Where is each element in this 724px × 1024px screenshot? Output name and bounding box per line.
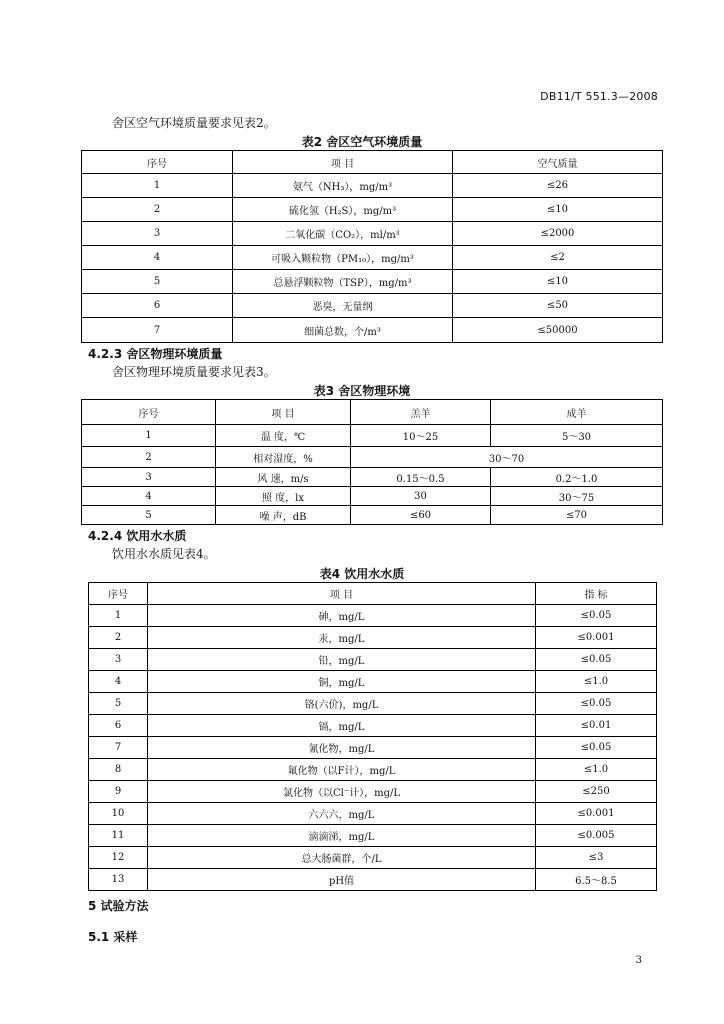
table-cell: 5～30 <box>491 425 663 447</box>
table-cell: 铜，mg/L <box>148 671 536 693</box>
table-cell: 5 <box>82 270 233 294</box>
table-cell: 汞，mg/L <box>148 627 536 649</box>
table-cell: 镉，mg/L <box>148 715 536 737</box>
table-cell: 2 <box>82 198 233 222</box>
table2-caption: 表2 舍区空气环境质量 <box>301 135 423 149</box>
section-5-heading: 5 试验方法 <box>88 899 149 913</box>
table-cell: 30 <box>351 487 491 506</box>
table-cell: 砷，mg/L <box>148 605 536 627</box>
table4-header-cell: 指 标 <box>536 583 657 605</box>
table-row <box>89 627 657 649</box>
table-row <box>82 198 663 222</box>
table-cell: 3 <box>82 468 216 487</box>
table2 <box>81 150 663 343</box>
table-cell: 氯化物（以Cl⁻计），mg/L <box>148 781 536 803</box>
section-4-2-3-heading: 4.2.3 舍区物理环境质量 <box>88 347 223 361</box>
table-cell: 6 <box>82 294 233 318</box>
table4-caption: 表4 饮用水水质 <box>319 567 405 581</box>
table-cell: 3 <box>89 649 148 671</box>
table3 <box>81 399 663 525</box>
table-cell: 可吸入颗粒物（PM₁₀），mg/m³ <box>233 246 453 270</box>
table-cell: 30～75 <box>491 487 663 506</box>
table-cell: ≤1.0 <box>536 671 657 693</box>
table-row <box>89 671 657 693</box>
table-row <box>89 847 657 869</box>
table-cell: 细菌总数，个/m³ <box>233 318 453 343</box>
table2-header-row <box>82 151 663 174</box>
table-row <box>89 605 657 627</box>
table-cell: ≤10 <box>453 198 663 222</box>
table-cell: 4 <box>89 671 148 693</box>
table-cell: 7 <box>89 737 148 759</box>
table3-header-cell: 项 目 <box>216 400 351 425</box>
table3-caption: 表3 舍区物理环境 <box>313 384 411 398</box>
table-cell: 10～25 <box>351 425 491 447</box>
table-row <box>89 869 657 891</box>
table-cell: 2 <box>82 447 216 468</box>
table-cell: 恶臭，无量纲 <box>233 294 453 318</box>
table-cell: 硫化氢（H₂S），mg/m³ <box>233 198 453 222</box>
table-cell: ≤0.001 <box>536 803 657 825</box>
table-cell: 4 <box>82 246 233 270</box>
table-row <box>82 425 663 447</box>
table-row <box>89 693 657 715</box>
table-cell: 相对湿度，% <box>216 447 351 468</box>
table-cell: 总大肠菌群，个/L <box>148 847 536 869</box>
table-cell: 3 <box>82 222 233 246</box>
table-cell: ≤50 <box>453 294 663 318</box>
table-cell: 2 <box>89 627 148 649</box>
table-cell: ≤0.005 <box>536 825 657 847</box>
table-cell: 六六六，mg/L <box>148 803 536 825</box>
table3-header-cell: 成羊 <box>491 400 663 425</box>
table-cell: 1 <box>89 605 148 627</box>
table-cell: 总悬浮颗粒物（TSP），mg/m³ <box>233 270 453 294</box>
table-cell: ≤0.05 <box>536 737 657 759</box>
table-row <box>82 294 663 318</box>
table-row <box>89 715 657 737</box>
table-cell: 0.15～0.5 <box>351 468 491 487</box>
table-row <box>82 174 663 198</box>
table-cell: ≤0.05 <box>536 605 657 627</box>
table-row <box>89 649 657 671</box>
table3-header-cell: 羔羊 <box>351 400 491 425</box>
table4-header-cell: 序号 <box>89 583 148 605</box>
table-cell: 温 度，℃ <box>216 425 351 447</box>
table-row <box>89 803 657 825</box>
table2-header-cell: 序号 <box>82 151 233 174</box>
table-cell: 6.5～8.5 <box>536 869 657 891</box>
table-cell: ≤2000 <box>453 222 663 246</box>
table-cell: 13 <box>89 869 148 891</box>
table-cell: 5 <box>82 506 216 525</box>
table-cell: ≤60 <box>351 506 491 525</box>
table-cell: 二氧化碳（CO₂），ml/m³ <box>233 222 453 246</box>
table-row <box>82 487 663 506</box>
table-cell-merged: 30～70 <box>351 447 663 468</box>
table-cell: 12 <box>89 847 148 869</box>
table-row <box>82 506 663 525</box>
section-4-2-4-text: 饮用水水质见表4。 <box>112 547 216 561</box>
table-cell: pH值 <box>148 869 536 891</box>
table-cell: 11 <box>89 825 148 847</box>
table-cell: ≤26 <box>453 174 663 198</box>
table-row <box>89 781 657 803</box>
table-cell: 铅，mg/L <box>148 649 536 671</box>
table-cell: 1 <box>82 174 233 198</box>
table-row <box>82 318 663 343</box>
table-cell: ≤10 <box>453 270 663 294</box>
table2-header-cell: 空气质量 <box>453 151 663 174</box>
table-cell: ≤0.001 <box>536 627 657 649</box>
table-row <box>82 270 663 294</box>
table-cell: ≤0.01 <box>536 715 657 737</box>
table-cell: 照 度，lx <box>216 487 351 506</box>
table-row <box>82 222 663 246</box>
table-cell: ≤250 <box>536 781 657 803</box>
section-4-2-4-heading: 4.2.4 饮用水水质 <box>88 529 187 543</box>
table4-header-cell: 项 目 <box>148 583 536 605</box>
table2-header-cell: 项 目 <box>233 151 453 174</box>
table-cell: ≤0.05 <box>536 649 657 671</box>
table4 <box>88 582 657 891</box>
table-cell: ≤3 <box>536 847 657 869</box>
section-4-2-3-text: 舍区物理环境质量要求见表3。 <box>112 365 276 379</box>
table-cell: ≤50000 <box>453 318 663 343</box>
intro-table2: 舍区空气环境质量要求见表2。 <box>112 116 276 130</box>
table-cell: 8 <box>89 759 148 781</box>
table-cell: 0.2～1.0 <box>491 468 663 487</box>
table-cell: 7 <box>82 318 233 343</box>
table-cell: ≤0.05 <box>536 693 657 715</box>
table-cell: 10 <box>89 803 148 825</box>
table-cell: ≤70 <box>491 506 663 525</box>
table-cell: ≤1.0 <box>536 759 657 781</box>
table-cell: ≤2 <box>453 246 663 270</box>
table-cell: 6 <box>89 715 148 737</box>
table-row <box>82 468 663 487</box>
section-5-1-heading: 5.1 采样 <box>88 930 138 944</box>
table-cell: 氟化物（以F计），mg/L <box>148 759 536 781</box>
table-cell: 9 <box>89 781 148 803</box>
table-row <box>82 447 663 468</box>
table-cell: 滴滴涕，mg/L <box>148 825 536 847</box>
table-cell: 1 <box>82 425 216 447</box>
table-row <box>82 246 663 270</box>
table3-header-row <box>82 400 663 425</box>
document-id: DB11/T 551.3—2008 <box>540 90 658 103</box>
table-cell: 风 速，m/s <box>216 468 351 487</box>
table4-header-row <box>89 583 657 605</box>
table-row <box>89 825 657 847</box>
table-cell: 4 <box>82 487 216 506</box>
table-cell: 噪 声，dB <box>216 506 351 525</box>
table-cell: 氰化物，mg/L <box>148 737 536 759</box>
page-number: 3 <box>635 955 642 966</box>
table-cell: 氨气（NH₃），mg/m³ <box>233 174 453 198</box>
table3-header-cell: 序号 <box>82 400 216 425</box>
table-cell: 5 <box>89 693 148 715</box>
table-row <box>89 759 657 781</box>
table-cell: 铬(六价)，mg/L <box>148 693 536 715</box>
table-row <box>89 737 657 759</box>
